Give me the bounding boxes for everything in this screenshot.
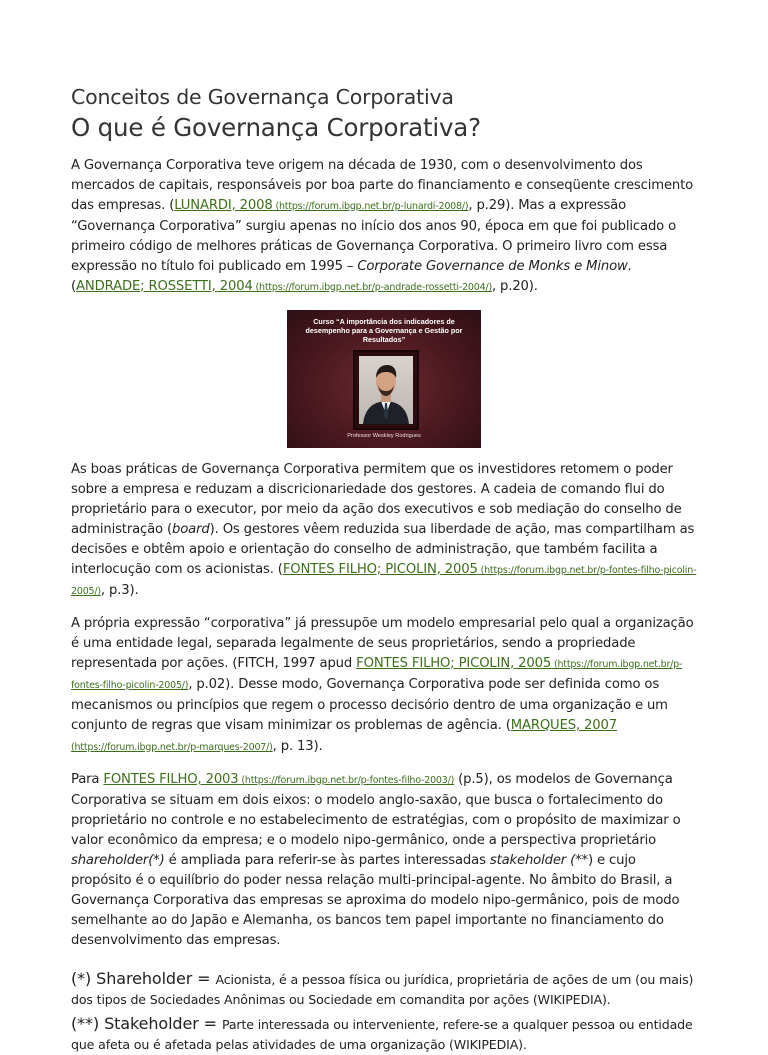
link-fontes-filho-2003[interactable]: [103, 772, 454, 787]
text-run: A Governança Corporativa teve origem na década de 1930, com o desenvolvimento dos mercados de capitais, responsáveis por boa parte do financiamento e conseqüente crescimento das empresas. (: [71, 158, 694, 213]
link-label: ANDRADE; ROSSETTI, 2004: [76, 279, 253, 294]
text-run: , p.3).: [100, 583, 139, 598]
italic-shareholder: shareholder(*): [71, 853, 165, 868]
person-icon: [359, 356, 413, 424]
portrait-frame: [353, 350, 419, 430]
footnote-shareholder: [71, 969, 699, 1010]
link-lunardi-2008[interactable]: [174, 198, 468, 213]
italic-board: board: [172, 522, 210, 537]
course-banner-image[interactable]: [287, 310, 481, 448]
link-andrade-rossetti-2004[interactable]: [76, 279, 492, 294]
link-url: (https://forum.ibgp.net.br/p-fontes-filho-2003/): [241, 775, 455, 786]
text-run: , p. 13).: [272, 739, 323, 754]
italic-book-title: Corporate Governance de Monks e Minow: [357, 259, 628, 274]
link-url: (https://forum.ibgp.net.br/p-lunardi-2008/): [275, 201, 469, 212]
text-run: (p.5), os modelos de Governança Corporativa se situam em dois eixos: o modelo anglo-saxão, que busca o fortalecimento do proprietário no controle e no estabelecimento de estratégias, com o propósito de maximizar o valor econômico da empresa; e o modelo nipo-germânico, onde a perspectiva proprietário: [71, 772, 681, 848]
text-run: , p.20).: [491, 279, 538, 294]
text-run: ) e cujo propósito é o equilíbrio do poder nessa relação multi-principal-agente. No âmbito do Brasil, a Governança Corporativa das empresas se aproxima do modelo nipo-germânico, pois de modo semelhante ao do Japão e Alemanha, os bancos tem papel importante no financiamento do desenvolvimento das empresas.: [71, 853, 680, 948]
link-label: FONTES FILHO, 2003: [103, 772, 239, 787]
text-run: A própria expressão “corporativa” já pressupõe um modelo empresarial pelo qual a organização é uma entidade legal, separada legalmente de seus proprietários, sendo a propriedade representada por ações. (FITCH, 1997 apud: [71, 616, 694, 671]
link-label: MARQUES, 2007: [510, 718, 618, 733]
text-run: ). Os gestores vêem reduzida sua liberdade de ação, mas compartilham as decisões e obtêm apoio e orientação do conselho de administração, que também facilita a interlocução com os acionistas. (: [71, 522, 695, 577]
text-run: . (: [71, 259, 632, 294]
course-banner-wrapper: [71, 310, 699, 448]
link-label: LUNARDI, 2008: [174, 198, 273, 213]
footnote-text: Parte interessada ou interveniente, refere-se a qualquer pessoa ou entidade que afeta ou é afetada pelas atividades de uma organização (WIKIPEDIA).: [71, 1017, 693, 1052]
link-label: FONTES FILHO; PICOLIN, 2005: [356, 656, 552, 671]
text-run: , p.29). Mas a expressão “Governança Corporativa” surgiu apenas no início dos anos 90, época em que foi publicado o primeiro código de melhores práticas de Governança Corporativa. O primeiro livro com essa expressão no título foi publicado em 1995 –: [71, 198, 677, 274]
footnote-text: Acionista, é a pessoa física ou jurídica, proprietária de ações de um (ou mais) dos tipos de Sociedades Anônimas ou Sociedade em comandita por ações (WIKIPEDIA).: [71, 972, 694, 1007]
footnote-term: (**) Stakeholder =: [71, 1014, 222, 1033]
link-url: (https://forum.ibgp.net.br/p-fontes-filho-picolin-2005/): [71, 565, 697, 597]
text-run: é ampliada para referir-se às partes interessadas: [164, 853, 490, 868]
page-title: O que é Governança Corporativa?: [71, 113, 481, 142]
professor-portrait: [359, 356, 413, 424]
italic-stakeholder: stakeholder (**: [489, 853, 588, 868]
banner-headline: Curso “A importância dos indicadores de desempenho para a Governança e Gestão por Resultados”: [305, 317, 463, 344]
paragraph-models: [71, 770, 699, 951]
section-title: Conceitos de Governança Corporativa: [71, 85, 454, 109]
footnotes: [71, 969, 699, 1055]
link-url: (https://forum.ibgp.net.br/p-marques-2007/): [71, 742, 273, 753]
footnote-term: (*) Shareholder =: [71, 969, 216, 988]
paragraph-origin: [71, 156, 699, 298]
link-url: (https://forum.ibgp.net.br/p-fontes-filho-picolin-2005/): [71, 659, 683, 691]
link-url: (https://forum.ibgp.net.br/p-andrade-rossetti-2004/): [255, 282, 492, 293]
text-run: , p.02). Desse modo, Governança Corporativa pode ser definida como os mecanismos ou princípios que regem o processo decisório dentro de uma organização e um conjunto de regras que visam minimizar os problemas de agência. (: [71, 677, 668, 733]
link-label: FONTES FILHO; PICOLIN, 2005: [282, 562, 478, 577]
text-run: As boas práticas de Governança Corporativa permitem que os investidores retomem o poder sobre a empresa e reduzam a discricionariedade dos gestores. A cadeia de comando flui do proprietário para o executor, por meio da ação dos executivos e sob mediação do conselho de administração (: [71, 462, 682, 537]
paragraph-good-practices: [71, 460, 699, 602]
text-run: Para: [71, 772, 104, 787]
banner-caption: Professor Weskley Rodrigues: [347, 433, 421, 439]
paragraph-corporate-expression: [71, 614, 699, 758]
article: [71, 84, 699, 1055]
footnote-stakeholder: [71, 1014, 699, 1055]
